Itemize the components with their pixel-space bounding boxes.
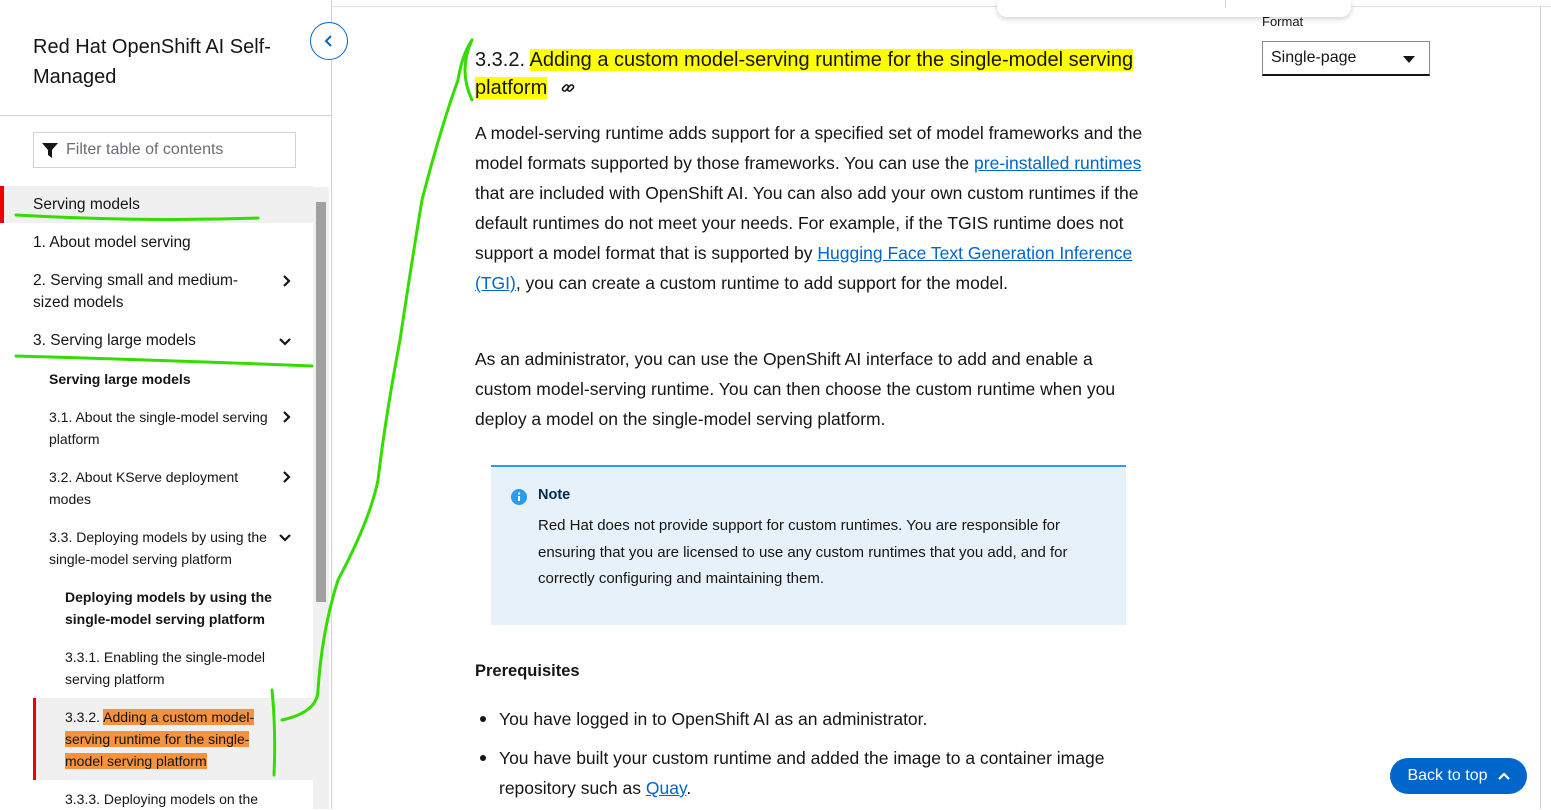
- toc-item-3-1[interactable]: 3.1. About the single-model serving platform: [49, 409, 268, 447]
- sidebar-divider: [0, 115, 331, 116]
- chevron-right-icon[interactable]: [282, 274, 292, 288]
- chevron-up-icon: [1498, 771, 1510, 781]
- para-text: , you can create a custom runtime to add support for the model.: [515, 273, 1009, 293]
- toc-item-serving-large-models[interactable]: 3. Serving large models: [33, 332, 196, 349]
- annotation-bracket: [465, 40, 472, 100]
- prerequisite-item: You have logged in to OpenShift AI as an administrator.: [499, 709, 928, 729]
- toc-filter[interactable]: [33, 132, 296, 168]
- link-icon[interactable]: [561, 81, 575, 95]
- toc-item-3-3-3[interactable]: 3.3.3. Deploying models on the: [65, 791, 259, 807]
- tgi-link[interactable]: Hugging Face Text Generation Inference (TGI): [475, 243, 1133, 293]
- note-title: Note: [538, 487, 571, 503]
- info-icon: [511, 489, 527, 505]
- toc-item-3-2[interactable]: 3.2. About KServe deployment modes: [49, 469, 239, 507]
- top-border: [331, 0, 1551, 7]
- quay-link[interactable]: Quay: [645, 778, 687, 798]
- para-text: A model-serving runtime adds support for a specified set of model frameworks and the model formats supported by those frameworks. You can use the: [475, 123, 1143, 173]
- section-heading: [475, 46, 1155, 102]
- popup-divider: [1225, 0, 1226, 8]
- para-text: that are included with OpenShift AI. You can also add your own custom runtimes if the default runtimes do not meet your needs. For example, if the TGIS runtime does not support a model format that is supported by: [475, 183, 1139, 263]
- format-value: Single-page: [1271, 49, 1357, 66]
- bullet: [480, 755, 486, 761]
- product-title: Red Hat OpenShift AI Self-Managed: [33, 36, 271, 88]
- note-admonition: [491, 465, 1126, 625]
- back-to-top-label: Back to top: [1407, 767, 1488, 784]
- toc-scrollbar-thumb[interactable]: [316, 202, 326, 602]
- prerequisites-heading: Prerequisites: [475, 662, 580, 680]
- toc-item-serving-models[interactable]: Serving models: [33, 196, 140, 213]
- chevron-down-icon[interactable]: [278, 533, 292, 543]
- intro-paragraph: [475, 118, 1145, 298]
- chevron-right-icon[interactable]: [282, 470, 292, 484]
- back-to-top-button[interactable]: [1390, 758, 1527, 794]
- filter-input[interactable]: [66, 133, 286, 167]
- toc-item-prefix: 3.3.2.: [65, 709, 104, 725]
- collapse-sidebar-button[interactable]: [310, 22, 348, 60]
- toc-item-3-3[interactable]: 3.3. Deploying models by using the single-model serving platform: [49, 529, 267, 567]
- filter-icon: [42, 143, 58, 159]
- toc-item-3-3-1[interactable]: 3.3.1. Enabling the single-model serving platform: [65, 649, 266, 687]
- toc-item-serving-small-medium[interactable]: 2. Serving small and medium-sized models: [33, 272, 239, 311]
- pre-installed-runtimes-link[interactable]: pre-installed runtimes: [974, 153, 1142, 173]
- prerequisite-text: You have built your custom runtime and added the image to a container image repository such as: [499, 748, 1105, 798]
- toc-item-serving-large-models-intro[interactable]: Serving large models: [49, 371, 191, 387]
- toc-item-highlighted-label: Adding a custom model-serving runtime for the single-model serving platform: [65, 709, 255, 769]
- caret-down-icon: [1403, 56, 1415, 63]
- toc-item-3-3-2-current[interactable]: [65, 706, 265, 772]
- heading-number: 3.3.2.: [475, 49, 530, 71]
- heading-title: Adding a custom model-serving runtime for the single-model serving platform: [475, 49, 1134, 99]
- prerequisite-text: .: [686, 778, 692, 798]
- toc-current-indicator: [33, 698, 36, 780]
- page-right-border: [1540, 6, 1541, 809]
- prerequisite-item: [499, 743, 1149, 803]
- bullet: [480, 716, 486, 722]
- chevron-right-icon[interactable]: [282, 410, 292, 424]
- toc-item-3-3-intro[interactable]: Deploying models by using the single-model serving platform: [65, 589, 272, 627]
- format-select[interactable]: [1262, 41, 1430, 76]
- chevron-down-icon[interactable]: [278, 337, 292, 347]
- collapse-chevron-left-icon: [323, 35, 335, 47]
- format-label: Format: [1262, 14, 1304, 29]
- admin-paragraph: As an administrator, you can use the OpenShift AI interface to add and enable a custom model-serving runtime. You can then choose the custom runtime when you deploy a model on the single-model serving platform.: [475, 349, 1116, 429]
- toc-active-indicator: [0, 186, 4, 223]
- toc-item-about-model-serving[interactable]: 1. About model serving: [33, 234, 191, 251]
- note-text: Red Hat does not provide support for custom runtimes. You are responsible for ensuring that you are licensed to use any custom runtimes that you add, and for correctly configuring and maintaining them.: [538, 517, 1068, 587]
